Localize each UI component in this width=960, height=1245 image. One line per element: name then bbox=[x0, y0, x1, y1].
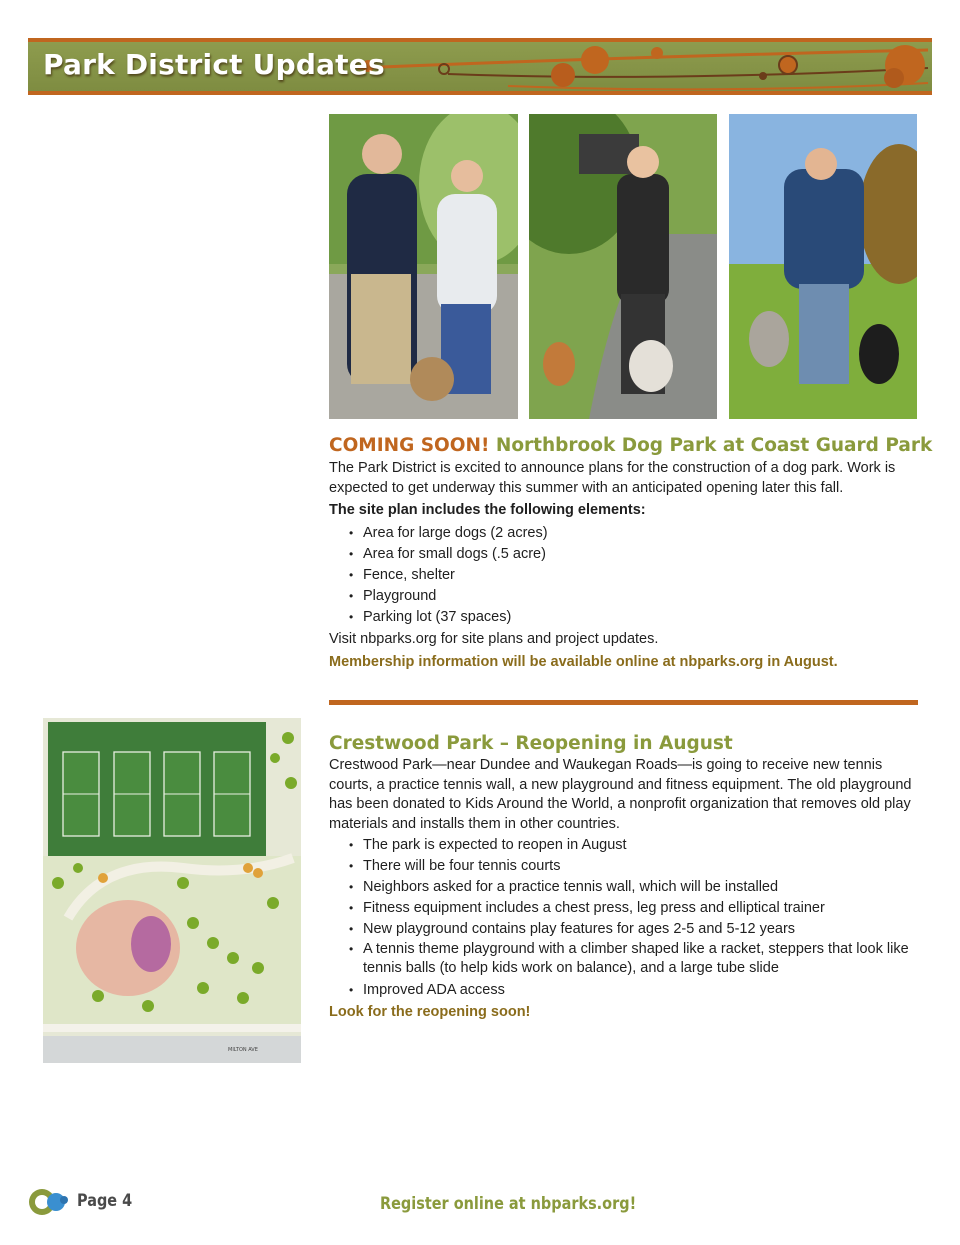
list-item: • Fence, shelter bbox=[363, 565, 921, 586]
list-item: • Improved ADA access bbox=[363, 980, 921, 1001]
list-item: • New playground contains play features for ages 2-5 and 5-12 years bbox=[363, 919, 921, 940]
list-item: • Area for large dogs (2 acres) bbox=[363, 523, 921, 544]
list-item: • Fitness equipment includes a chest press, leg press and elliptical trainer bbox=[363, 898, 921, 919]
list-item: • Playground bbox=[363, 586, 921, 607]
list-item: • The park is expected to reopen in August bbox=[363, 835, 921, 856]
crestwood-site-plan-map bbox=[43, 718, 301, 1063]
list-item: • There will be four tennis courts bbox=[363, 856, 921, 877]
photo-man-with-poodles bbox=[729, 114, 917, 419]
crestwood-section bbox=[329, 732, 921, 1023]
list-item: • A tennis theme playground with a climber shaped like a racket, steppers that look like tennis balls (to help kids work on balance), and a large tube slide bbox=[363, 940, 921, 978]
list-item: • Neighbors asked for a practice tennis wall, which will be installed bbox=[363, 877, 921, 898]
coming-soon-label: COMING SOON! bbox=[329, 435, 490, 456]
crestwood-list bbox=[329, 835, 921, 1001]
section-divider bbox=[329, 700, 918, 705]
header-banner bbox=[28, 38, 932, 95]
register-online-link[interactable]: Register online at nbparks.org! bbox=[380, 1194, 637, 1214]
membership-note: Membership information will be available online at nbparks.org in August. bbox=[329, 654, 838, 670]
map-street-label: MILTON AVE bbox=[228, 1047, 258, 1053]
dog-park-section bbox=[329, 434, 933, 673]
park-district-logo-icon bbox=[28, 1186, 72, 1223]
visit-note: Visit nbparks.org for site plans and project updates. bbox=[329, 630, 659, 647]
list-item: • Area for small dogs (.5 acre) bbox=[363, 544, 921, 565]
dog-park-intro: The Park District is excited to announce plans for the construction of a dog park. Work is expected to get underway this summer with an anticipated opening later this fall. bbox=[329, 460, 896, 496]
dog-park-title: Northbrook Dog Park at Coast Guard Park bbox=[489, 435, 933, 456]
list-item: • Parking lot (37 spaces) bbox=[363, 607, 921, 628]
site-plan-list bbox=[329, 523, 921, 628]
crestwood-intro: Crestwood Park—near Dundee and Waukegan Roads—is going to receive new tennis courts, a practice tennis wall, a new playground and fitness equipment. The old playground has been donated to Kids Around the World, a nonprofit organization that removes old play materials and installs them in other countries. bbox=[329, 757, 912, 832]
photo-woman-with-two-dogs bbox=[529, 114, 717, 419]
reopening-note: Look for the reopening soon! bbox=[329, 1004, 531, 1020]
dog-park-heading bbox=[329, 434, 933, 458]
site-plan-title: The site plan includes the following elements: bbox=[329, 502, 646, 518]
banner-bottom-stripe bbox=[28, 91, 932, 95]
page-number: Page 4 bbox=[77, 1191, 133, 1211]
page-title: Park District Updates bbox=[43, 48, 385, 81]
photo-couple-with-dog bbox=[329, 114, 518, 419]
crestwood-heading: Crestwood Park – Reopening in August bbox=[329, 733, 733, 754]
